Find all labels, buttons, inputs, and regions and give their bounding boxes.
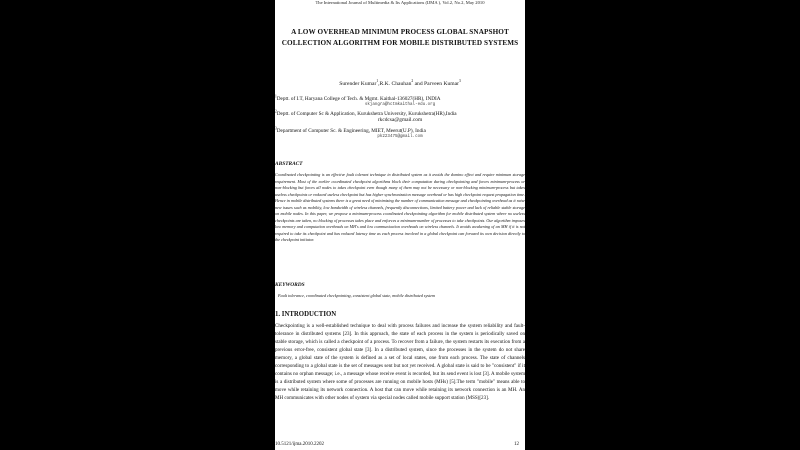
- affiliation-1: [275, 96, 525, 109]
- keywords-text: Fault tolerance, coordinated checkpointing, consistent global state, mobile distributed system: [278, 293, 436, 298]
- author-1: Surender Kumar: [339, 81, 377, 87]
- author-list: [275, 81, 525, 87]
- affiliation-1-email[interactable]: skjangra@hctmkaithal-edu.org: [364, 103, 436, 108]
- affiliation-2: [275, 111, 525, 124]
- affiliation-2-email[interactable]: rkcdcsa@gmail.com: [377, 117, 423, 124]
- affiliation-2-text: Deptt. of Computer Sc & Application, Kurukshetra University, Kurukshetra(HR),India: [276, 111, 457, 117]
- abstract-heading: ABSTRACT: [275, 161, 303, 167]
- affiliation-2-sup: 2: [275, 109, 277, 114]
- affiliation-3-sup: 3: [275, 126, 277, 131]
- paper-page: [275, 0, 525, 450]
- author-1-sup: 1: [376, 79, 379, 84]
- keywords-heading: KEYWORDS: [275, 282, 305, 288]
- author-2-sup: 2: [411, 79, 414, 84]
- abstract-text: Coordinated checkpointing is an effective fault tolerant technique in distributed system as it avoids the domino effect and require minimum storage requirement. Most of the earlier coordinated checkpoint algorithms block their computation during checkpointing and forces minimum-process or non-blocking but forces all nodes to takes checkpoint even though many of them may not be necessary or non-blocking minimum-process but takes useless checkpoints or reduced useless checkpoint but has higher synchronization message overhead or has high checkpoint request propagation time. Hence in mobile distributed systems there is a great need of minimizing the number of communication message and checkpointing overhead as it raise new issues such as mobility, low bandwidth of wireless channels, frequently disconnections, limited battery power and lack of reliable stable storage on mobile nodes. In this paper, we propose a minimum-process coordinated checkpointing algorithm for mobile distributed system where no useless checkpoints are taken, no blocking of processes takes place and enforces a minimum-number of processes to take checkpoints. Our algorithm imposes low memory and computation overheads on MH's and low communication overheads on wireless channels. It avoids awakening of an MH if it is not required to take its checkpoint and has reduced latency time as each process involved in a global checkpoint can forward its own decision directly to the checkpoint initiator.: [275, 172, 525, 243]
- page-footer: [275, 442, 525, 447]
- affiliation-3: [275, 128, 525, 141]
- author-3-sup: 3: [459, 79, 461, 84]
- journal-header: The International Journal of Multimedia & Its Applications (IJMA ), Vol.2, No.2, May 2010: [315, 0, 485, 5]
- affiliation-1-text: Deptt. of I.T, Haryana College of Tech. & Mgmt. Kaithal-136027(HR), INDIA: [276, 96, 441, 102]
- affiliation-3-email[interactable]: pk223475@gmail.com: [377, 135, 423, 140]
- paper-title: A LOW OVERHEAD MINIMUM PROCESS GLOBAL SNAPSHOT COLLECTION ALGORITHM FOR MOBILE DISTRIBUTED SYSTEMS: [281, 28, 519, 47]
- affiliation-1-sup: 1: [275, 94, 277, 99]
- author-2: ,R.K. Chauhan: [378, 81, 412, 87]
- doi-text: 10.5121/ijma.2010.2202: [275, 442, 325, 447]
- affiliation-3-text: Department of Computer Sc. & Engineering, MIET, Meerut(U.P), India: [276, 128, 426, 134]
- author-3: and Parveen Kumar: [413, 81, 459, 87]
- introduction-text: Checkpointing is a well-established technique to deal with process failures and increase the system reliability and fault-tolerance in distributed systems [23]. In this approach, the state of each process in the system is periodically saved on stable storage, which is called a checkpoint of a process. To recover from a failure, the system restarts its execution from a previous error-free, consistent global state [3]. In a distributed system, since the processes in the system do not share memory, a global state of the system is defined as a set of local states, one from each process. The state of channels corresponding to a global state is the set of messages sent but not yet received. A global state is said to be "consistent" if it contains no orphan message; i.e., a message whose receive event is recorded, but its send event is lost [3]. A mobile system is a distributed system where some of processes are running on mobile hosts (MHs) [5].The term "mobile" means able to move while retaining its network connection. A host that can move while retaining its network connection is an MH. An MH communicates with other nodes of system via special nodes called mobile support station (MSS)[23].: [275, 323, 525, 401]
- page-number: 12: [514, 442, 519, 447]
- introduction-heading: 1. INTRODUCTION: [275, 311, 337, 318]
